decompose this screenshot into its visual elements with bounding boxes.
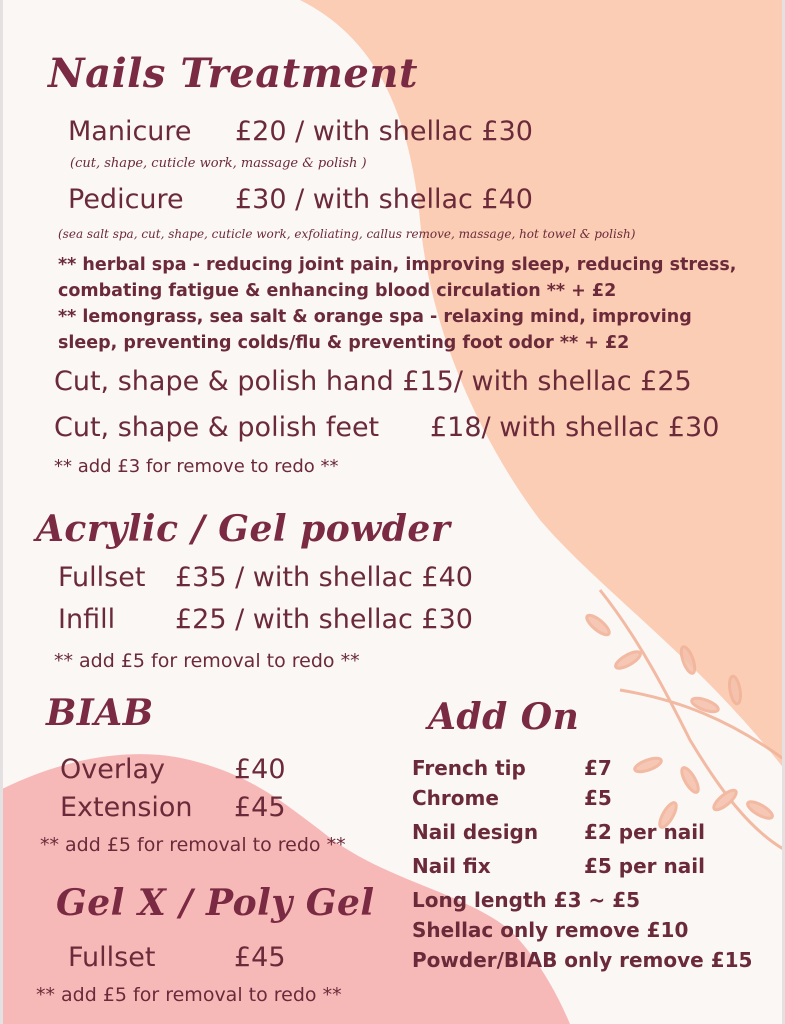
manicure-price: £20 / with shellac £30 bbox=[235, 116, 533, 147]
addon-item-name: Nail fix bbox=[412, 854, 491, 878]
addon-item-price: £5 per nail bbox=[584, 854, 705, 878]
left-frame-edge bbox=[0, 0, 3, 1024]
pedicure-name: Pedicure bbox=[68, 184, 184, 215]
acrylic-infill-name: Infill bbox=[58, 604, 116, 635]
powder-biab-only-remove-price: Powder/BIAB only remove £15 bbox=[412, 948, 753, 972]
biab-removal-note: ** add £5 for removal to redo ** bbox=[40, 834, 346, 856]
addon-item-name: French tip bbox=[412, 756, 526, 780]
long-length-price: Long length £3 ~ £5 bbox=[412, 888, 641, 912]
manicure-note: (cut, shape, cuticle work, massage & polish ) bbox=[70, 156, 367, 171]
gelx-fullset-name: Fullset bbox=[68, 942, 156, 973]
biab-overlay-price: £40 bbox=[234, 754, 286, 785]
pedicure-price: £30 / with shellac £40 bbox=[235, 184, 533, 215]
herbal-spa-line-1: ** herbal spa - reducing joint pain, improving sleep, reducing stress, bbox=[58, 255, 737, 275]
acrylic-fullset-price: £35 / with shellac £40 bbox=[175, 562, 473, 593]
shellac-only-remove-price: Shellac only remove £10 bbox=[412, 918, 689, 942]
biab-extension-price: £45 bbox=[234, 792, 286, 823]
lemongrass-spa-line-2: sleep, preventing colds/flu & preventing foot odor ** + £2 bbox=[58, 333, 630, 353]
addon-item-name: Chrome bbox=[412, 786, 499, 810]
addon-item-price: £2 per nail bbox=[584, 820, 705, 844]
acrylic-gel-powder-title: Acrylic / Gel powder bbox=[36, 508, 451, 550]
pedicure-note: (sea salt spa, cut, shape, cuticle work, exfoliating, callus remove, massage, hot towel & polish) bbox=[58, 227, 636, 241]
add-on-title: Add On bbox=[428, 696, 580, 738]
lemongrass-spa-line-1: ** lemongrass, sea salt & orange spa - relaxing mind, improving bbox=[58, 307, 692, 327]
gelx-polygel-title: Gel X / Poly Gel bbox=[56, 882, 375, 924]
cut-shape-polish-feet-name: Cut, shape & polish feet bbox=[54, 412, 380, 443]
acrylic-removal-note: ** add £5 for removal to redo ** bbox=[54, 650, 360, 672]
acrylic-infill-price: £25 / with shellac £30 bbox=[175, 604, 473, 635]
gelx-removal-note: ** add £5 for removal to redo ** bbox=[36, 984, 342, 1006]
cut-shape-polish-feet-price: £18/ with shellac £30 bbox=[430, 412, 720, 443]
addon-item-name: Nail design bbox=[412, 820, 539, 844]
addon-item-price: £5 bbox=[584, 786, 612, 810]
biab-overlay-name: Overlay bbox=[60, 754, 165, 785]
addon-item-price: £7 bbox=[584, 756, 612, 780]
gelx-fullset-price: £45 bbox=[234, 942, 286, 973]
biab-title: BIAB bbox=[46, 692, 154, 734]
nails-treatment-title: Nails Treatment bbox=[48, 50, 418, 97]
cut-shape-polish-hand: Cut, shape & polish hand £15/ with shellac £25 bbox=[54, 366, 692, 397]
manicure-name: Manicure bbox=[68, 116, 192, 147]
remove-redo-note: ** add £3 for remove to redo ** bbox=[54, 456, 339, 477]
acrylic-fullset-name: Fullset bbox=[58, 562, 146, 593]
herbal-spa-line-2: combating fatigue & enhancing blood circulation ** + £2 bbox=[58, 281, 617, 301]
biab-extension-name: Extension bbox=[60, 792, 193, 823]
